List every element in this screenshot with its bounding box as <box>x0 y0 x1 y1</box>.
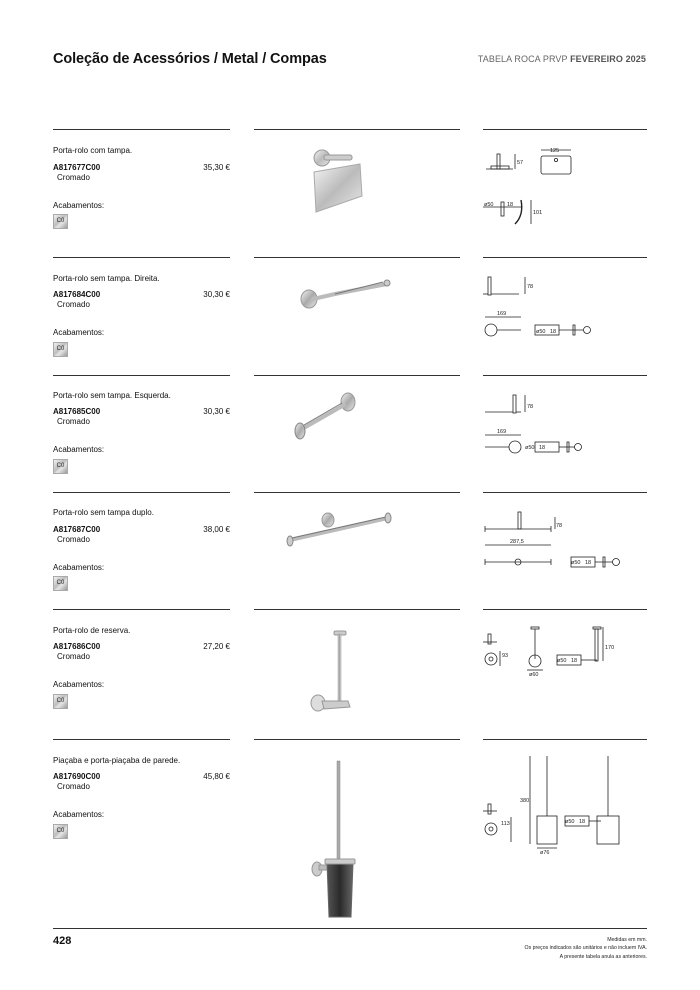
toilet-roll-holder-left-photo <box>290 387 365 447</box>
dimension-label: 18 <box>579 819 586 825</box>
page-number: 428 <box>53 935 72 947</box>
product-description: Porta-rolo com tampa. <box>53 146 133 155</box>
dimension-label: 78 <box>556 523 563 529</box>
product-description: Piaçaba e porta-piaçaba de parede. <box>53 756 181 765</box>
product-price: 45,80 € <box>203 772 230 781</box>
finishes-label: Acabamentos: <box>53 201 105 210</box>
product-finish: Cromado <box>57 300 90 309</box>
divider <box>483 375 647 376</box>
technical-drawing <box>483 754 623 864</box>
dimension-label: 101 <box>533 210 543 216</box>
product-code: A817687C00 <box>53 525 101 534</box>
dimension-label: ø50 <box>565 819 575 825</box>
technical-drawing <box>483 272 603 347</box>
product-row <box>0 257 700 375</box>
divider <box>53 739 230 740</box>
finish-swatch: C0 <box>53 342 68 357</box>
spare-roll-holder-photo <box>300 629 360 719</box>
product-price: 35,30 € <box>203 163 230 172</box>
divider <box>254 257 460 258</box>
finishes-label: Acabamentos: <box>53 445 105 454</box>
finish-swatch: C0 <box>53 824 68 839</box>
technical-drawing <box>483 144 573 229</box>
footer-notes <box>525 936 647 961</box>
divider <box>254 609 460 610</box>
product-code: A817690C00 <box>53 772 101 781</box>
product-finish: Cromado <box>57 535 90 544</box>
dimension-label: ø50 <box>525 445 535 451</box>
note-line: Medidas em mm. <box>607 937 647 943</box>
dimension-label: 170 <box>605 645 615 651</box>
finish-swatch: C0 <box>53 694 68 709</box>
product-description: Porta-rolo sem tampa. Direita. <box>53 274 160 283</box>
divider <box>254 375 460 376</box>
dimension-label: ø60 <box>529 672 539 678</box>
dimension-label: 113 <box>501 821 510 827</box>
product-finish: Cromado <box>57 173 90 182</box>
dimension-label: ø50 <box>484 202 494 208</box>
page-title: Coleção de Acessórios / Metal / Compas <box>53 51 327 67</box>
technical-drawing <box>483 624 623 699</box>
product-row <box>0 739 700 928</box>
divider <box>53 375 230 376</box>
dimension-label: 18 <box>507 202 514 208</box>
divider <box>254 129 460 130</box>
divider <box>483 492 647 493</box>
finish-swatch: C0 <box>53 214 68 229</box>
dimension-label: 125 <box>550 148 560 154</box>
finishes-label: Acabamentos: <box>53 680 105 689</box>
divider <box>53 257 230 258</box>
toilet-roll-holder-right-photo <box>295 272 405 317</box>
divider <box>53 129 230 130</box>
product-row <box>0 609 700 739</box>
product-price: 30,30 € <box>203 407 230 416</box>
divider <box>483 129 647 130</box>
toilet-roll-holder-with-cover-photo <box>300 144 380 219</box>
product-code: A817686C00 <box>53 642 101 651</box>
technical-drawing <box>483 390 593 465</box>
product-description: Porta-rolo sem tampa duplo. <box>53 508 154 517</box>
product-code: A817685C00 <box>53 407 101 416</box>
dimension-label: 169 <box>497 429 507 435</box>
double-toilet-roll-holder-photo <box>282 508 397 553</box>
product-row <box>0 492 700 609</box>
divider <box>483 739 647 740</box>
dimension-label: 93 <box>502 653 509 659</box>
product-code: A817684C00 <box>53 290 101 299</box>
dimension-label: 78 <box>527 404 534 410</box>
finishes-label: Acabamentos: <box>53 328 105 337</box>
product-price: 27,20 € <box>203 642 230 651</box>
price-table-label <box>478 54 646 64</box>
product-row <box>0 129 700 257</box>
dimension-label: 78 <box>527 284 534 290</box>
product-row <box>0 375 700 492</box>
table-prefix: TABELA ROCA PRVP <box>477 54 568 64</box>
divider <box>254 739 460 740</box>
divider <box>53 609 230 610</box>
dimension-label: ø76 <box>540 850 550 856</box>
dimension-label: ø50 <box>557 658 567 664</box>
footer-divider <box>53 928 647 929</box>
product-description: Porta-rolo sem tampa. Esquerda. <box>53 391 171 400</box>
dimension-label: 18 <box>539 445 546 451</box>
finishes-label: Acabamentos: <box>53 563 105 572</box>
dimension-label: 287,5 <box>510 539 524 545</box>
dimension-label: 57 <box>517 160 524 166</box>
finishes-label: Acabamentos: <box>53 810 105 819</box>
dimension-label: 18 <box>571 658 578 664</box>
divider <box>254 492 460 493</box>
note-line: Os preços indicados são unitários e não incluem IVA. <box>524 945 647 952</box>
technical-drawing <box>483 507 633 582</box>
dimension-label: 169 <box>497 311 507 317</box>
table-date: FEVEREIRO 2025 <box>570 54 646 64</box>
toilet-brush-holder-photo <box>305 759 365 921</box>
note-line: A presente tabela anula as anteriores. <box>559 953 647 960</box>
divider <box>483 257 647 258</box>
divider <box>483 609 647 610</box>
product-description: Porta-rolo de reserva. <box>53 626 131 635</box>
divider <box>53 492 230 493</box>
dimension-label: 18 <box>585 560 592 566</box>
product-price: 38,00 € <box>203 525 230 534</box>
dimension-label: ø50 <box>571 560 581 566</box>
finish-swatch: C0 <box>53 459 68 474</box>
dimension-label: 18 <box>550 329 557 335</box>
dimension-label: ø50 <box>536 329 546 335</box>
product-finish: Cromado <box>57 782 90 791</box>
dimension-label: 380 <box>520 798 530 804</box>
product-finish: Cromado <box>57 652 90 661</box>
product-price: 30,30 € <box>203 290 230 299</box>
product-code: A817677C00 <box>53 163 101 172</box>
finish-swatch: C0 <box>53 576 68 591</box>
product-finish: Cromado <box>57 417 90 426</box>
